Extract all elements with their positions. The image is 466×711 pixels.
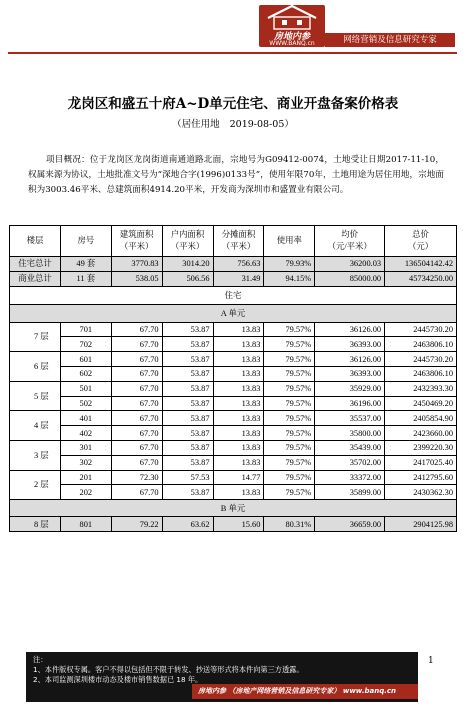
cell-inner: 53.87 [162, 396, 213, 411]
cell-room: 602 [60, 366, 111, 381]
cell-price: 36393.00 [315, 337, 385, 352]
cell-shared: 13.83 [213, 337, 264, 352]
table-row [10, 366, 457, 381]
cell-total: 2399220.30 [385, 440, 457, 455]
cell-rate: 79.57% [264, 337, 315, 352]
cell-rate: 79.57% [264, 470, 315, 485]
logo-name: 房地内参 [273, 32, 310, 42]
cell-price: 35899.00 [315, 485, 385, 500]
footer-banner: 房地内参 （房地产网络营销及信息研究专家） www.banq.cn [192, 684, 418, 699]
cell-build: 67.70 [111, 352, 162, 367]
table-row [10, 470, 457, 485]
cell-price: 36196.00 [315, 396, 385, 411]
cell-build: 67.70 [111, 396, 162, 411]
col-total-price: 总价 （元） [385, 226, 457, 257]
col-shared-area: 分摊面积 （平米） [213, 226, 264, 257]
cell-room: 301 [60, 440, 111, 455]
cell-shared: 13.83 [213, 426, 264, 441]
cell-price: 35537.00 [315, 411, 385, 426]
table-row [10, 485, 457, 500]
table-row [10, 381, 457, 396]
page-number: 1 [428, 656, 434, 666]
cell-total: 2423660.00 [385, 426, 457, 441]
col-unit-price: 均价 （元/平米） [315, 226, 385, 257]
cell-build: 67.70 [111, 485, 162, 500]
cell-rate: 79.57% [264, 322, 315, 337]
project-overview: 项目概况：位于龙岗区龙岗街道南通道路北面，宗地号为G09412-0074，土地受让日期2017-11-10，权属来源为协议，土地批准文号为“深地合字(1996)0133号”，使用年限70年，土地用途为居住用地，宗地面积为3003.46平米、总建筑面积4914.20平米，开发商为深圳市和盛置业有限公司。 [28, 155, 444, 195]
cell-inner: 53.87 [162, 440, 213, 455]
cell-build: 67.70 [111, 322, 162, 337]
section-row-residential: 住宅 [10, 286, 457, 304]
table-row [10, 440, 457, 455]
land-type: （居住用地 [172, 119, 220, 130]
note-title: 注： [33, 655, 48, 664]
cell-build: 67.70 [111, 455, 162, 470]
cell-rate: 79.57% [264, 366, 315, 381]
cell-build: 72.30 [111, 470, 162, 485]
cell-inner: 53.87 [162, 455, 213, 470]
cell-shared: 13.83 [213, 381, 264, 396]
cell-inner: 53.87 [162, 426, 213, 441]
cell-room: 501 [60, 381, 111, 396]
floor-label: 7 层 [10, 322, 61, 352]
logo-url: WWW.BANQ.cn [269, 40, 315, 47]
cell-room: 601 [60, 352, 111, 367]
table-row [10, 455, 457, 470]
table-row [10, 322, 457, 337]
table-row: 8 层 801 79.22 63.62 15.60 80.31% 36659.00 2904125.98 [10, 517, 457, 532]
cell-shared: 13.83 [213, 455, 264, 470]
header-divider [8, 52, 457, 54]
cell-total: 2463806.10 [385, 366, 457, 381]
cell-shared: 13.83 [213, 352, 264, 367]
price-table [9, 225, 457, 532]
cell-price: 36393.00 [315, 366, 385, 381]
cell-price: 35702.00 [315, 455, 385, 470]
cell-total: 2445730.20 [385, 322, 457, 337]
cell-inner: 57.53 [162, 470, 213, 485]
cell-total: 2417025.40 [385, 455, 457, 470]
table-row [10, 396, 457, 411]
summary-row: 住宅总计 49 套 3770.83 3014.20 756.63 79.93% 36200.03 136504142.42 [10, 257, 457, 272]
cell-rate: 79.57% [264, 352, 315, 367]
cell-price: 36126.00 [315, 352, 385, 367]
summary-row: 商业总计 11 套 538.05 506.56 31.49 94.15% 85000.00 45734250.00 [10, 271, 457, 286]
page-title: 龙岗区和盛五十府A~D单元住宅、商业开盘备案价格表 [67, 96, 399, 112]
cell-rate: 79.57% [264, 455, 315, 470]
cell-build: 67.70 [111, 337, 162, 352]
floor-label: 6 层 [10, 352, 61, 382]
cell-inner: 53.87 [162, 485, 213, 500]
table-row [10, 411, 457, 426]
cell-total: 2405854.90 [385, 411, 457, 426]
unit-row-b: B 单元 [10, 500, 457, 517]
cell-price: 35439.00 [315, 440, 385, 455]
note-1: 1、本件版权专属。客户不得以包括但不限于转发、抄送等形式将本件向第三方透露。 [33, 665, 304, 674]
cell-shared: 13.83 [213, 411, 264, 426]
cell-price: 36126.00 [315, 322, 385, 337]
cell-shared: 13.83 [213, 322, 264, 337]
cell-inner: 53.87 [162, 366, 213, 381]
cell-inner: 53.87 [162, 352, 213, 367]
cell-build: 67.70 [111, 411, 162, 426]
cell-shared: 13.83 [213, 396, 264, 411]
cell-total: 2463806.10 [385, 337, 457, 352]
cell-price: 35929.00 [315, 381, 385, 396]
floor-label: 5 层 [10, 381, 61, 411]
cell-shared: 13.83 [213, 366, 264, 381]
col-build-area: 建筑面积 （平米） [111, 226, 162, 257]
floor-label: 2 层 [10, 470, 61, 500]
cell-rate: 79.57% [264, 381, 315, 396]
cell-rate: 79.57% [264, 485, 315, 500]
table-row [10, 426, 457, 441]
cell-inner: 53.87 [162, 322, 213, 337]
cell-rate: 79.57% [264, 426, 315, 441]
table-row [10, 352, 457, 367]
cell-total: 2450469.20 [385, 396, 457, 411]
cell-room: 502 [60, 396, 111, 411]
cell-total: 2430362.30 [385, 485, 457, 500]
cell-price: 35800.00 [315, 426, 385, 441]
cell-shared: 13.83 [213, 485, 264, 500]
table-header-row [10, 226, 457, 257]
col-floor: 楼层 [10, 226, 61, 257]
cell-inner: 53.87 [162, 337, 213, 352]
cell-build: 67.70 [111, 366, 162, 381]
cell-room: 402 [60, 426, 111, 441]
cell-rate: 79.57% [264, 396, 315, 411]
cell-shared: 14.77 [213, 470, 264, 485]
unit-row-a: A 单元 [10, 304, 457, 322]
publish-date: 2019-08-05） [229, 119, 294, 130]
header-banner: 网络营销及信息研究专家 [325, 33, 455, 47]
cell-shared: 13.83 [213, 440, 264, 455]
floor-label: 3 层 [10, 440, 61, 470]
floor-label: 4 层 [10, 411, 61, 441]
page-subtitle [0, 116, 466, 130]
col-inner-area: 户内面积 （平米） [162, 226, 213, 257]
cell-room: 302 [60, 455, 111, 470]
col-room: 房号 [60, 226, 111, 257]
cell-room: 701 [60, 322, 111, 337]
cell-room: 201 [60, 470, 111, 485]
cell-build: 67.70 [111, 440, 162, 455]
footer-notes [33, 655, 413, 685]
cell-build: 67.70 [111, 426, 162, 441]
cell-room: 401 [60, 411, 111, 426]
note-2: 2、本司监测深圳楼市动态及楼市销售数据已 18 年。 [33, 675, 203, 684]
cell-total: 2445730.20 [385, 352, 457, 367]
cell-build: 67.70 [111, 381, 162, 396]
cell-inner: 53.87 [162, 411, 213, 426]
cell-price: 33372.00 [315, 470, 385, 485]
table-row [10, 337, 457, 352]
cell-inner: 53.87 [162, 381, 213, 396]
cell-total: 2432393.30 [385, 381, 457, 396]
cell-total: 2412795.60 [385, 470, 457, 485]
house-logo-icon [262, 4, 322, 30]
cell-room: 702 [60, 337, 111, 352]
cell-rate: 79.57% [264, 411, 315, 426]
col-usage-rate: 使用率 [264, 226, 315, 257]
cell-rate: 79.57% [264, 440, 315, 455]
cell-room: 202 [60, 485, 111, 500]
